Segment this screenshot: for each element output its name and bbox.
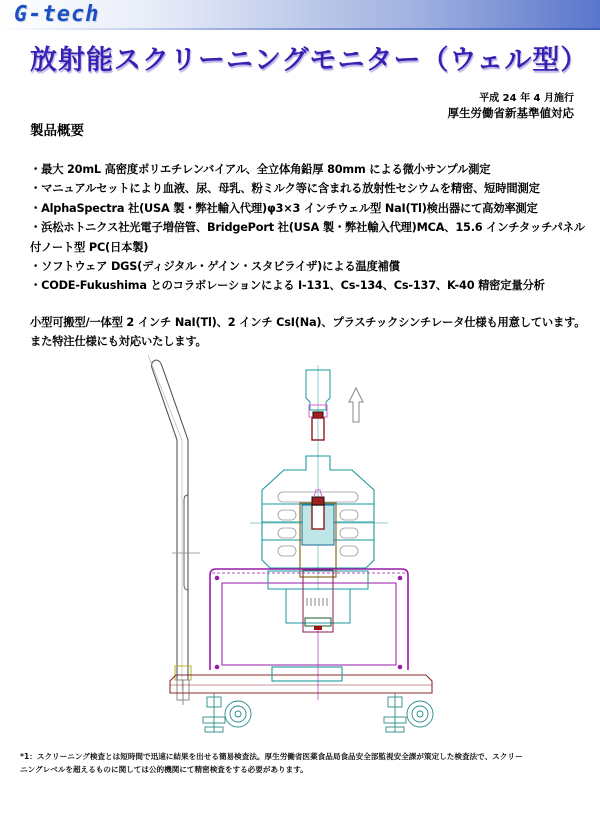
header-band: [0, 0, 600, 30]
page-title: 放射能スクリーニングモニター（ウェル型）: [30, 45, 589, 76]
options-line: 小型可搬型/一体型 2 インチ NaI(Tl)、2 インチ CsI(Na)、プラスチックシンチレータ仕様も用意しています。: [30, 316, 586, 329]
feature-item-continuation: 付ノート型 PC(日本製): [30, 240, 149, 254]
feature-item: ・浜松ホトニクス社光電子増倍管、BridgePort 社(USA 製・弊社輸入代理)MCA、15.6 インチタッチパネル: [30, 221, 585, 235]
feature-list: [30, 160, 595, 296]
feature-item: ・AlphaSpectra 社(USA 製・弊社輸入代理)φ3×3 インチウェル型 NaI(Tl)検出器にて高効率測定: [30, 201, 538, 215]
lifted-well-insert: [306, 365, 330, 440]
up-arrow-icon: [349, 388, 363, 422]
g-tech-logo: G-tech: [14, 2, 100, 27]
regulation-note: [448, 89, 575, 121]
monitor-technical-drawing: [130, 355, 460, 740]
feature-item: ・ソフトウェア DGS(ディジタル・ゲイン・スタビライザ)による温度補償: [30, 260, 400, 274]
feature-item: ・最大 20mL 高密度ポリエチレンバイアル、全立体角鉛厚 80mm による微小サンプル測定: [30, 163, 491, 176]
options-paragraph: [30, 313, 595, 351]
footnote: [20, 750, 590, 776]
overview-heading: 製品概要: [30, 123, 84, 139]
feature-item: ・CODE-Fukushima とのコラボレーションによる I-131、Cs-134、Cs-137、K-40 精密定量分析: [30, 279, 545, 293]
cart-handle: [148, 355, 200, 705]
footnote-line: *1：スクリーニング検査とは短時間で迅速に結果を出せる簡易検査法。厚生労働省医薬食品局食品安全部監視安全課が策定した検査法で、スクリー: [20, 752, 523, 761]
feature-item: ・マニュアルセットにより血液、尿、母乳、粉ミルク等に含まれる放射性セシウムを精密、短時間測定: [30, 182, 540, 196]
footnote-line: ニングレベルを超えるものに関しては公的機関にて精密検査をする必要があります。: [20, 765, 308, 774]
cart-base-plate: [170, 667, 432, 693]
options-line: また特注仕様にも対応いたします。: [30, 335, 207, 348]
effective-date: 平成 24 年 4 月施行: [479, 93, 574, 104]
cart-frame: [210, 569, 408, 670]
regulation-compliance: 厚生労働省新基準値対応: [447, 106, 574, 120]
